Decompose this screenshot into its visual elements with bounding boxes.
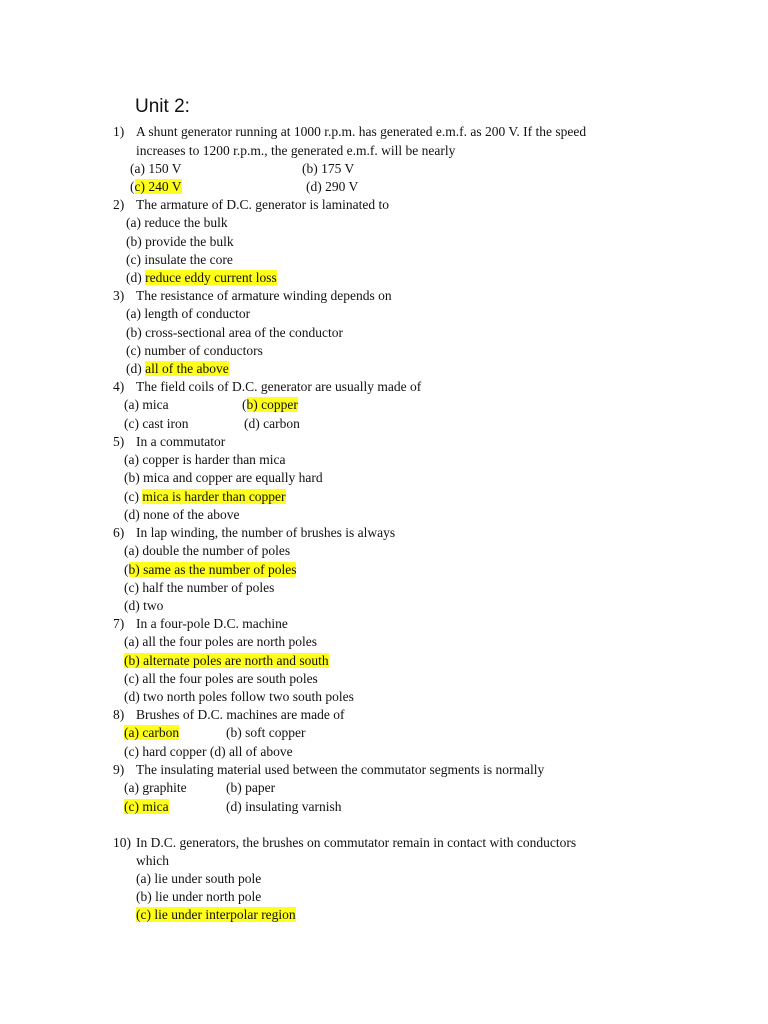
option-text: (a) length of conductor	[126, 306, 251, 321]
answer-option	[242, 397, 298, 413]
option-text: (d)	[126, 270, 146, 285]
question-number: 9)	[113, 762, 125, 777]
question-text: increases to 1200 r.p.m., the generated e.m.f. will be nearly	[136, 143, 456, 158]
answer-option	[124, 543, 290, 559]
option-text: (d) none of the above	[124, 507, 240, 522]
answer-option	[126, 252, 233, 268]
highlighted-answer: b) same as the number of poles	[128, 562, 297, 577]
question-text: In a four-pole D.C. machine	[136, 616, 288, 631]
answer-option	[124, 598, 163, 614]
option-text: (c)	[124, 489, 143, 504]
question-text: In lap winding, the number of brushes is always	[136, 525, 396, 540]
option-text: (d) two north poles follow two south poles	[124, 689, 354, 704]
option-text: (d) two	[124, 598, 164, 613]
highlighted-answer: all of the above	[145, 361, 229, 376]
option-text: (a) graphite	[124, 780, 187, 795]
option-text: (c) cast iron	[124, 416, 189, 431]
question-text: which	[136, 853, 169, 868]
question-number: 2)	[113, 197, 125, 212]
highlighted-answer: (a) carbon	[124, 725, 180, 740]
option-text: (d)	[126, 361, 146, 376]
answer-option	[124, 653, 329, 669]
answer-option	[226, 780, 275, 796]
answer-option	[136, 889, 261, 905]
answer-option	[124, 671, 318, 687]
answer-option	[124, 799, 169, 815]
question-number: 1)	[113, 124, 125, 139]
answer-option	[126, 325, 343, 341]
question-text: A shunt generator running at 1000 r.p.m. has generated e.m.f. as 200 V. If the speed	[136, 124, 587, 139]
question-text: The insulating material used between the commutator segments is normally	[136, 762, 545, 777]
answer-option	[124, 634, 317, 650]
question-text: The resistance of armature winding depends on	[136, 288, 392, 303]
option-text: (c) half the number of poles	[124, 580, 275, 595]
option-text: (c) hard copper (d) all of above	[124, 744, 293, 759]
highlighted-answer: (b) alternate poles are north and south	[124, 653, 329, 668]
answer-option	[126, 270, 277, 286]
highlighted-answer: reduce eddy current loss	[145, 270, 277, 285]
question-number: 4)	[113, 379, 125, 394]
option-text: (b) 175 V	[302, 161, 355, 176]
option-text: (a) reduce the bulk	[126, 215, 228, 230]
answer-option	[126, 343, 263, 359]
answer-option	[226, 799, 341, 815]
option-text: (a) double the number of poles	[124, 543, 291, 558]
option-text: (a) 150 V	[130, 161, 182, 176]
option-text: (	[130, 179, 135, 194]
question-number: 8)	[113, 707, 125, 722]
option-text: (c) all the four poles are south poles	[124, 671, 318, 686]
option-text: (	[242, 397, 247, 412]
question-number: 10)	[113, 835, 131, 850]
option-text: (d) carbon	[244, 416, 300, 431]
option-text: (a) all the four poles are north poles	[124, 634, 318, 649]
page-title: Unit 2:	[135, 96, 190, 117]
answer-option	[136, 907, 296, 923]
option-text: (b) cross-sectional area of the conductor	[126, 325, 344, 340]
highlighted-answer: (c) lie under interpolar region	[136, 907, 296, 922]
answer-option	[124, 689, 354, 705]
answer-option	[136, 871, 261, 887]
answer-option	[126, 306, 250, 322]
answer-option	[302, 161, 354, 177]
answer-option	[130, 161, 182, 177]
option-text: (b) mica and copper are equally hard	[124, 470, 323, 485]
option-text: (d) insulating varnish	[226, 799, 342, 814]
option-text: (a) copper is harder than mica	[124, 452, 286, 467]
option-text: (a) lie under south pole	[136, 871, 262, 886]
question-number: 6)	[113, 525, 125, 540]
question-text: Brushes of D.C. machines are made of	[136, 707, 345, 722]
question-number: 5)	[113, 434, 125, 449]
answer-option	[126, 234, 234, 250]
option-text: (b) soft copper	[226, 725, 306, 740]
question-number: 3)	[113, 288, 125, 303]
option-text: (d) 290 V	[306, 179, 359, 194]
highlighted-answer: b) copper	[246, 397, 298, 412]
highlighted-answer: (c) mica	[124, 799, 169, 814]
question-text: In D.C. generators, the brushes on commutator remain in contact with conductors	[136, 835, 577, 850]
answer-option	[306, 179, 358, 195]
answer-option	[126, 215, 228, 231]
answer-option	[124, 416, 188, 432]
question-text: The field coils of D.C. generator are usually made of	[136, 379, 422, 394]
option-text: (a) mica	[124, 397, 169, 412]
answer-option	[124, 562, 296, 578]
option-text: (c) insulate the core	[126, 252, 233, 267]
answer-option	[226, 725, 305, 741]
answer-option	[130, 179, 182, 195]
answer-option	[124, 452, 286, 468]
option-text: (b) paper	[226, 780, 276, 795]
answer-option	[124, 397, 169, 413]
highlighted-answer: c) 240 V	[134, 179, 182, 194]
answer-option	[124, 580, 274, 596]
answer-option	[124, 744, 293, 760]
option-text: (c) number of conductors	[126, 343, 263, 358]
answer-option	[124, 489, 286, 505]
answer-option	[126, 361, 229, 377]
answer-option	[244, 416, 300, 432]
option-text: (b) provide the bulk	[126, 234, 234, 249]
answer-option	[124, 507, 239, 523]
question-text: In a commutator	[136, 434, 226, 449]
option-text: (b) lie under north pole	[136, 889, 262, 904]
highlighted-answer: mica is harder than copper	[142, 489, 286, 504]
question-text: The armature of D.C. generator is laminated to	[136, 197, 390, 212]
answer-option	[124, 725, 179, 741]
answer-option	[124, 470, 323, 486]
option-text: (	[124, 562, 129, 577]
question-number: 7)	[113, 616, 125, 631]
answer-option	[124, 780, 187, 796]
